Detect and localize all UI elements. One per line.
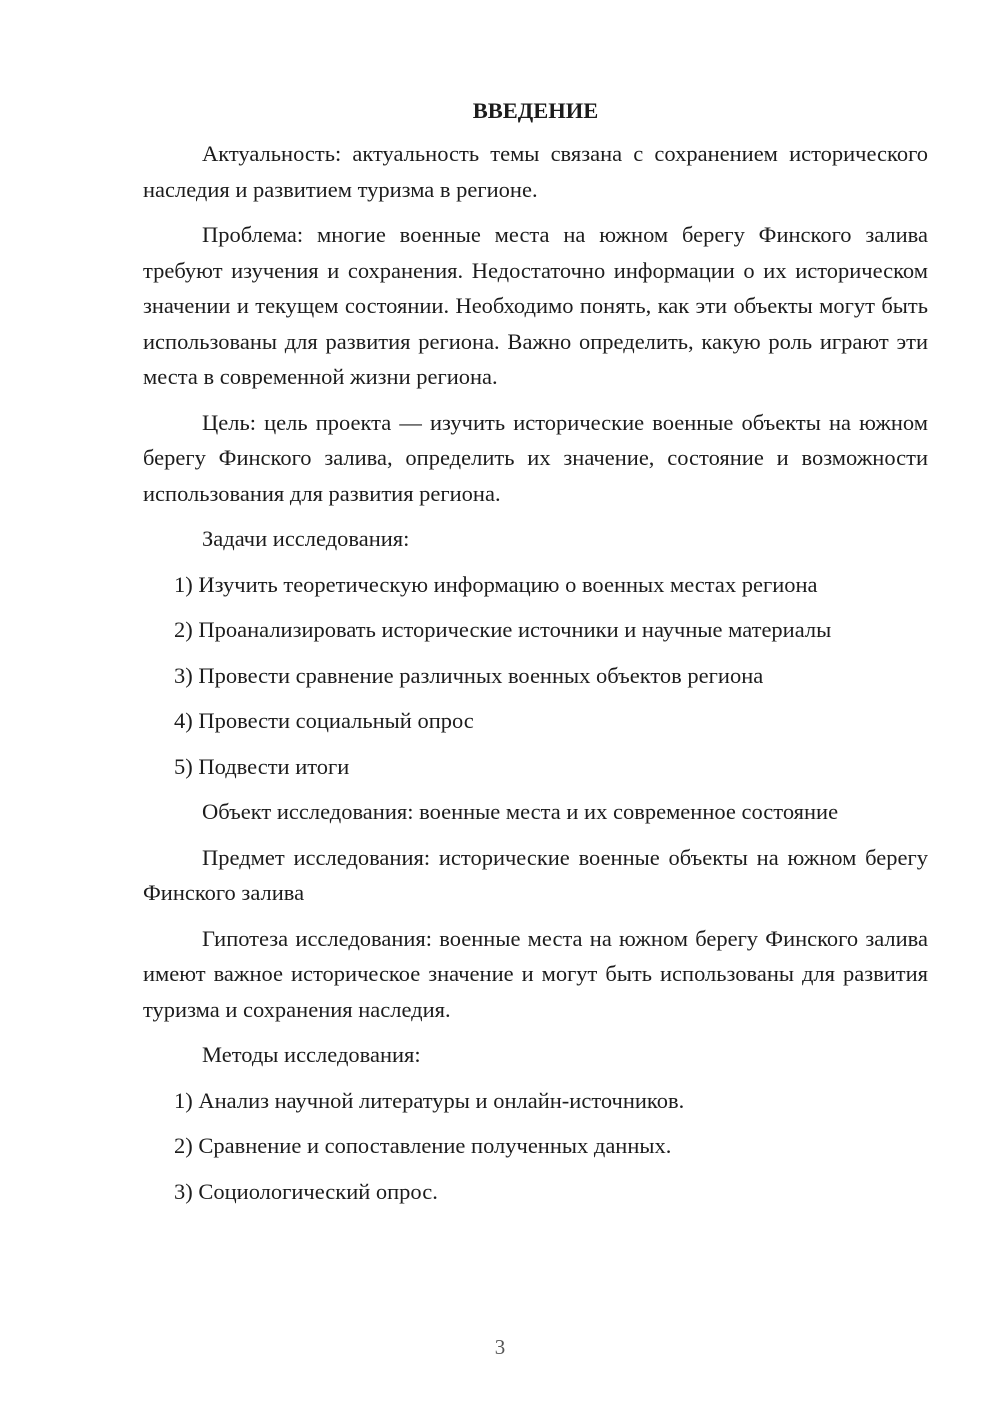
page-content [143, 96, 928, 1219]
methods-heading: Методы исследования: [202, 1042, 421, 1067]
subject-paragraph: Предмет исследования: исторические военные объекты на южном берегу Финского залива [143, 844, 928, 905]
problem-paragraph: Проблема: многие военные места на южном берегу Финского залива требуют изучения и сохранения. Недостаточно информации о их историческом значении и текущем состоянии. Необходимо понять, как эти объекты могут быть использованы для развития региона. Важно определить, какую роль играют эти места в современной жизни региона. [143, 222, 928, 389]
tasks-list [143, 567, 928, 785]
task-item: 5) Подвести итоги [174, 753, 350, 779]
task-item: 4) Провести социальный опрос [174, 708, 474, 733]
page-number: 3 [494, 1335, 506, 1359]
task-item: 3) Провести сравнение различных военных объектов региона [174, 662, 764, 688]
method-item: 2) Сравнение и сопоставление полученных данных. [174, 1133, 672, 1158]
tasks-heading: Задачи исследования: [202, 526, 410, 551]
task-item: 1) Изучить теоретическую информацию о военных местах региона [174, 571, 818, 597]
method-item: 1) Анализ научной литературы и онлайн-источников. [174, 1087, 685, 1113]
object-line: Объект исследования: военные места и их современное состояние [202, 799, 839, 824]
relevance-paragraph: Актуальность: актуальность темы связана с сохранением исторического наследия и развитием туризма в регионе. [143, 141, 928, 202]
hypothesis-paragraph: Гипотеза исследования: военные места на южном берегу Финского залива имеют важное историческое значение и могут быть использованы для развития туризма и сохранения наследия. [143, 925, 928, 1022]
methods-list [143, 1083, 928, 1210]
task-item: 2) Проанализировать исторические источники и научные материалы [174, 617, 832, 642]
section-title: ВВЕДЕНИЕ [472, 98, 599, 123]
goal-paragraph: Цель: цель проекта — изучить исторические военные объекты на южном берегу Финского залива, определить их значение, состояние и возможности использования для развития региона. [143, 409, 928, 506]
method-item: 3) Социологический опрос. [174, 1178, 438, 1204]
